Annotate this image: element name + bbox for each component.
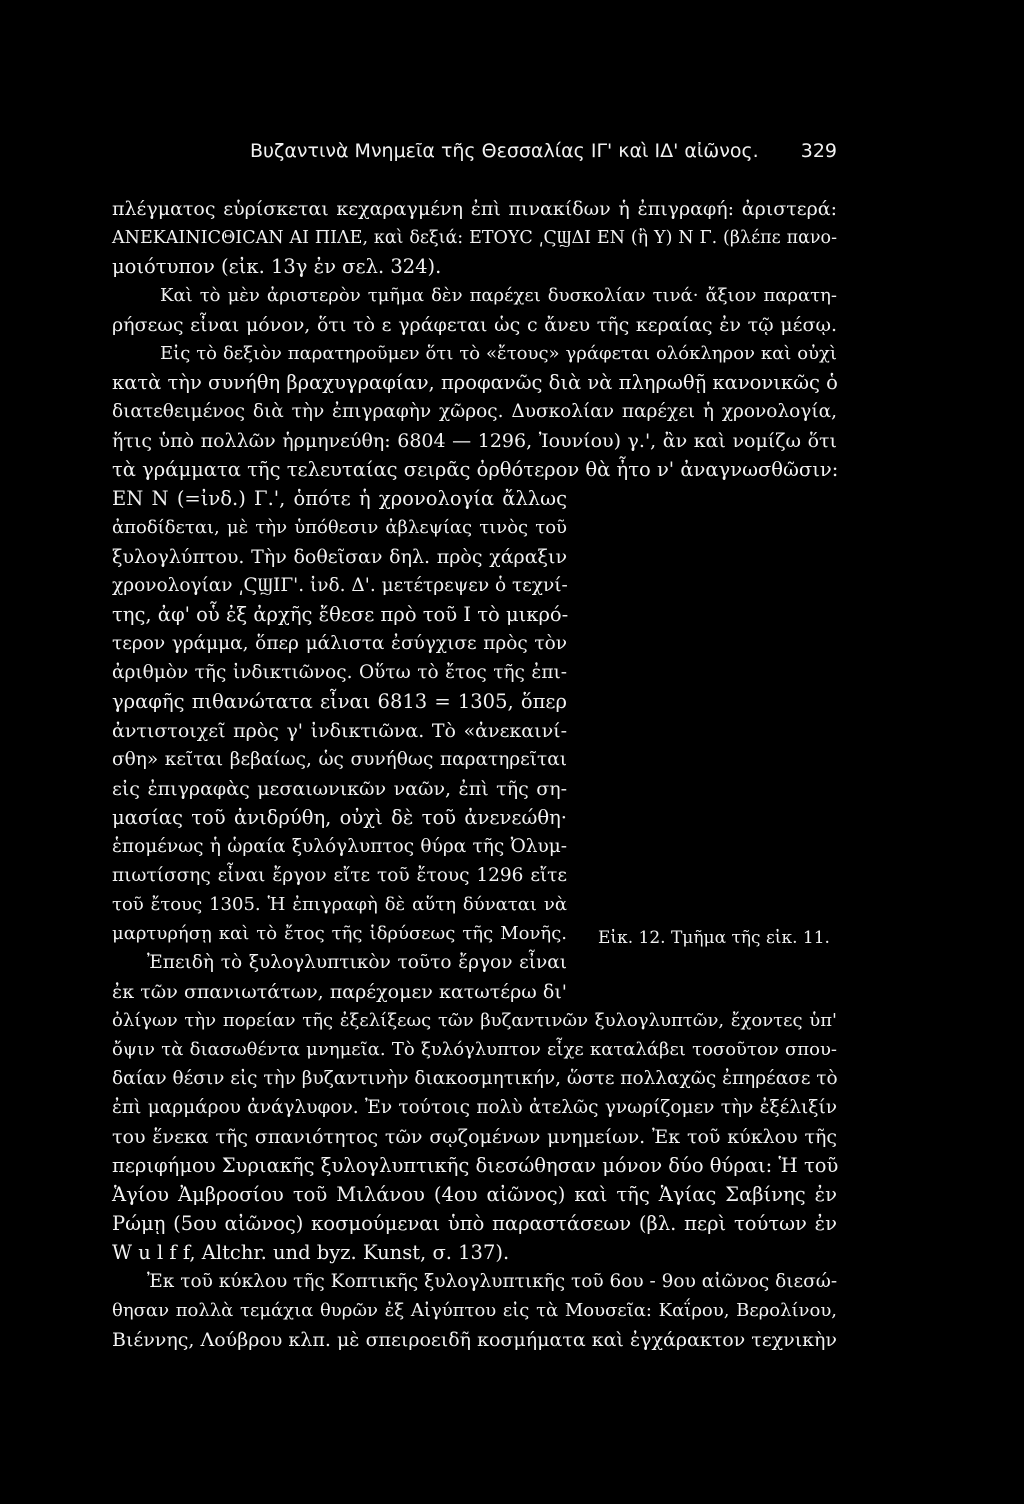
text-line: Ρώμῃ (5ου αἰῶνος) κοσμούμεναι ὑπὸ παραστάσεων (βλ. περὶ τούτων ἐν [112,1212,837,1235]
running-title: Βυζαντινὰ Μνημεῖα τῆς Θεσσαλίας ΙΓ' καὶ ΙΔ' αἰῶνος. [250,140,759,162]
text-line: ἑπομένως ἡ ὡραία ξυλόγλυπτος θύρα τῆς Ὀλυμ- [112,836,567,857]
text-line: ἐπὶ μαρμάρου ἀνάγλυφον. Ἐν τούτοις πολὺ ἀτελῶς γνωρίζομεν τὴν ἐξέλιξίν [112,1097,837,1118]
text-line: ξυλογλύπτου. Τὴν δοθεῖσαν δηλ. πρὸς χάραξιν [112,546,567,568]
text-line: τὰ γράμματα τῆς τελευταίας σειρᾶς ὀρθότερον θὰ ἦτο ν' ἀναγνωσθῶσιν: [112,458,839,481]
text-line: Βιέννης, Λούβρου κλπ. μὲ σπειροειδῆ κοσμήματα καὶ ἐγχάρακτον τεχνικὴν [112,1329,837,1351]
text-line: μαρτυρήσῃ καὶ τὸ ἔτος τῆς ἱδρύσεως τῆς Μονῆς. [112,923,567,944]
text-line: Καὶ τὸ μὲν ἀριστερὸν τμῆμα δὲν παρέχει δυσκολίαν τινά· ἄξιον παρατη- [160,285,837,306]
text-line: κατὰ τὴν συνήθη βραχυγραφίαν, προφανῶς διὰ νὰ πληρωθῇ κανονικῶς ὁ [112,371,838,394]
running-header [250,140,837,168]
text-line: Ἁγίου Ἀμβροσίου τοῦ Μιλάνου (4ου αἰῶνος) καὶ τῆς Ἁγίας Σαβίνης ἐν [112,1183,837,1206]
text-line: ΑΝΕΚΑΙΝΙϹΘΙϹΑΝ ΑΙ ΠΙΛΕ, καὶ δεξιά: ΕΤΟΥϹ ͵ϚϢΔΙ ΕΝ (ἢ Υ) Ν Γ. (βλέπε πανο- [112,228,837,248]
text-line: του ἕνεκα τῆς σπανιότητος τῶν σῳζομένων μνημείων. Ἐκ τοῦ κύκλου τῆς [112,1126,837,1148]
text-line: ΕΝ Ν (=ἰνδ.) Γ.', ὁπότε ἡ χρονολογία ἄλλως [112,487,567,510]
text-line: Ἐκ τοῦ κύκλου τῆς Κοπτικῆς ξυλογλυπτικῆς τοῦ 6ου - 9ου αἰῶνος διεσώ- [147,1271,838,1292]
text-line: διατεθειμένος διὰ τὴν ἐπιγραφὴν χῶρος. Δυσκολίαν παρέχει ἡ χρονολογία, [112,401,837,422]
text-line: δαίαν θέσιν εἰς τὴν βυζαντινὴν διακοσμητικήν, ὥστε πολλαχῶς ἐπηρέασε τὸ [112,1068,838,1089]
text-line: της, ἀφ' οὗ ἐξ ἀρχῆς ἔθεσε πρὸ τοῦ Ι τὸ μικρό- [112,603,569,626]
figure-caption: Εἰκ. 12. Τμῆμα τῆς εἰκ. 11. [598,928,830,948]
text-line: περιφήμου Συριακῆς ξυλογλυπτικῆς διεσώθησαν μόνον δύο θύραι: Ἡ τοῦ [112,1154,839,1177]
text-line: ρήσεως εἶναι μόνον, ὅτι τὸ ε γράφεται ὡς c ἄνευ τῆς κεραίας ἐν τῷ μέσῳ. [112,314,837,336]
text-line: γραφῆς πιθανώτατα εἶναι 6813 = 1305, ὅπερ [112,690,567,713]
text-line: τερον γράμμα, ὅπερ μάλιστα ἐσύγχισε πρὸς τὸν [112,633,567,654]
text-line: μοιότυπον (εἰκ. 13γ ἐν σελ. 324). [112,255,442,278]
text-line: χρονολογίαν ͵ϚϢΙΓ'. ἰνδ. Δ'. μετέτρεψεν ὁ τεχνί- [112,575,568,596]
text-line: ἀποδίδεται, μὲ τὴν ὑπόθεσιν ἀβλεψίας τινὸς τοῦ [112,517,567,538]
text-line: πιωτίσσης εἶναι ἔργον εἴτε τοῦ ἔτους 1296 εἴτε [112,865,567,886]
text-line: τοῦ ἔτους 1305. Ἡ ἐπιγραφὴ δὲ αὕτη δύναται νὰ [112,894,567,915]
text-line: Εἰς τὸ δεξιὸν παρατηροῦμεν ὅτι τὸ «ἔτους» γράφεται ολόκληρον καὶ οὐχὶ [160,343,837,364]
text-line: Ἐπειδὴ τὸ ξυλογλυπτικὸν τοῦτο ἔργον εἶναι [147,952,567,973]
text-line: W u l f f, Altchr. und byz. Kunst, σ. 137). [112,1241,510,1264]
text-line: πλέγματος εὑρίσκεται κεχαραγμένη ἐπὶ πινακίδων ἡ ἐπιγραφή: ἀριστερά: [112,198,837,220]
text-line: θησαν πολλὰ τεμάχια θυρῶν ἐξ Αἰγύπτου εἰς τὰ Μουσεῖα: Καΐρου, Βερολίνου, [112,1300,837,1321]
page-number: 329 [800,140,837,162]
text-line: ἀντιστοιχεῖ πρὸς γ' ἰνδικτιῶνα. Τὸ «ἀνεκαινί- [112,720,567,742]
text-line: σθη» κεῖται βεβαίως, ὡς συνήθως παρατηρεῖται [112,749,567,770]
text-line: ὀλίγων τὴν πορείαν τῆς ἐξελίξεως τῶν βυζαντινῶν ξυλογλυπτῶν, ἔχοντες ὑπ' [112,1010,837,1031]
text-line: ἥτις ὑπὸ πολλῶν ἡρμηνεύθη: 6804 — 1296, Ἰουνίου) γ.', ἂν καὶ νομίζω ὅτι [112,430,837,452]
text-line: ἀριθμὸν τῆς ἰνδικτιῶνος. Οὕτω τὸ ἔτος τῆς ἐπι- [112,662,567,683]
text-line: ἐκ τῶν σπανιωτάτων, παρέχομεν κατωτέρω δι' [112,981,567,1003]
text-line: εἰς ἐπιγραφὰς μεσαιωνικῶν ναῶν, ἐπὶ τῆς ση- [112,778,567,800]
text-line: ὄψιν τὰ διασωθέντα μνημεῖα. Τὸ ξυλόγλυπτον εἶχε καταλάβει τοσοῦτον σπου- [112,1039,837,1060]
text-line: μασίας τοῦ ἀνιδρύθη, οὐχὶ δὲ τοῦ ἀνενεώθη· [112,806,567,829]
